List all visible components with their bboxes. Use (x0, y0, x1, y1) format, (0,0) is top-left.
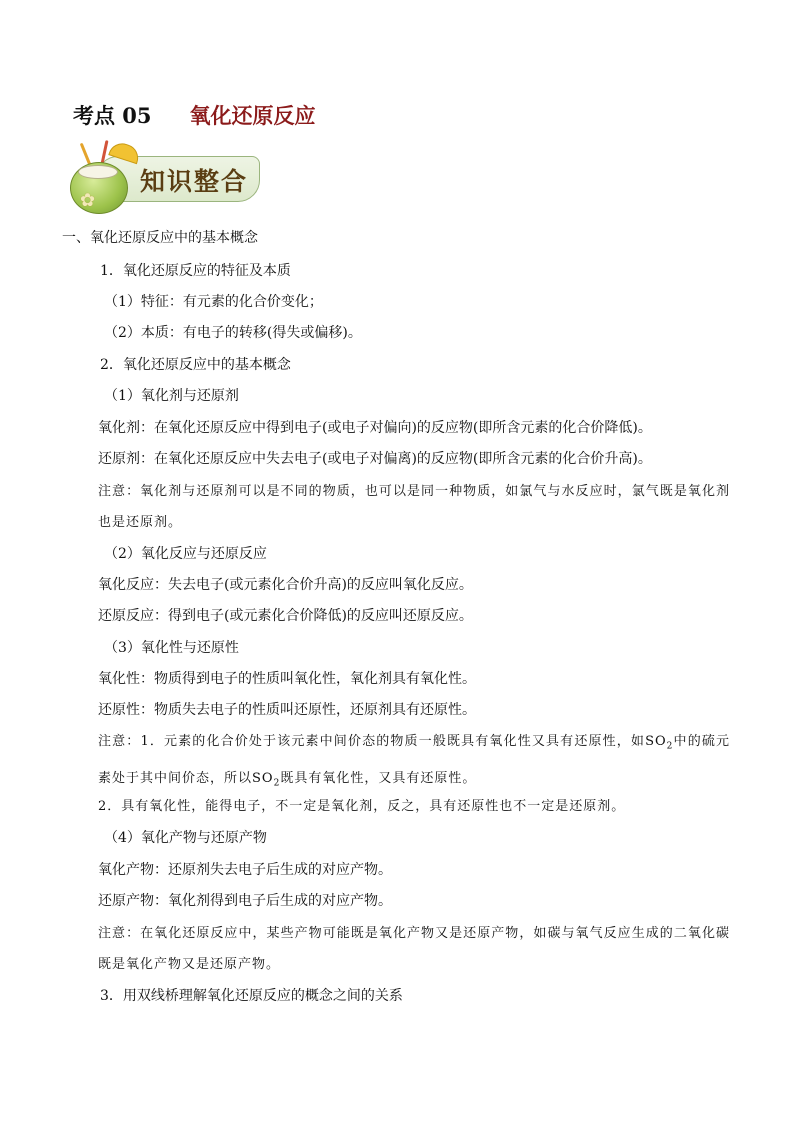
topic-title: 氧化还原反应 (189, 103, 316, 128)
paragraph: 氧化反应：失去电子(或元素化合价升高)的反应叫氧化反应。 (98, 577, 473, 593)
paragraph: 还原性：物质失去电子的性质叫还原性，还原剂具有还原性。 (98, 702, 476, 718)
paragraph: （4）氧化产物与还原产物 (104, 830, 267, 846)
flower-icon: ✿ (80, 190, 96, 211)
paragraph: （2）氧化反应与还原反应 (104, 546, 267, 562)
subheading: 2．氧化还原反应中的基本概念 (100, 357, 291, 373)
page-title (73, 100, 316, 130)
knowledge-banner (62, 140, 262, 216)
paragraph: 还原产物：氧化剂得到电子后生成的对应产物。 (98, 893, 392, 909)
note-paragraph: 注意：氧化剂与还原剂可以是不同的物质，也可以是同一种物质，如氯气与水反应时，氯气既是氧化剂也是还原剂。 (98, 484, 730, 530)
paragraph: （1）特征：有元素的化合价变化； (104, 294, 323, 310)
paragraph: 还原反应：得到电子(或元素化合价降低)的反应叫还原反应。 (98, 608, 473, 624)
paragraph: 还原剂：在氧化还原反应中失去电子(或电子对偏离)的反应物(即所含元素的化合价升高)。 (98, 451, 652, 467)
coconut-top (78, 165, 118, 179)
note-paragraph: 注意：在氧化还原反应中，某些产物可能既是氧化产物又是还原产物，如碳与氧气反应生成的二氧化碳既是氧化产物又是还原产物。 (98, 926, 730, 972)
subheading: 3．用双线桥理解氧化还原反应的概念之间的关系 (100, 988, 403, 1004)
subheading: 1．氧化还原反应的特征及本质 (100, 263, 291, 279)
paragraph: （1）氧化剂与还原剂 (104, 388, 239, 404)
banner-label: 知识整合 (140, 167, 249, 196)
section-heading: 一、氧化还原反应中的基本概念 (62, 230, 258, 246)
paragraph: 氧化产物：还原剂失去电子后生成的对应产物。 (98, 862, 392, 878)
note-text: 中的硫元素处于其中间价态，所以 (98, 734, 730, 786)
paragraph: （3）氧化性与还原性 (104, 640, 239, 656)
note-paragraph (98, 726, 730, 799)
topic-number: 考点 05 (73, 103, 152, 128)
note-text: 注意：1．元素的化合价处于该元素中间价态的物质一般既具有氧化性又具有还原性，如 (98, 734, 646, 749)
note-text: 既具有氧化性，又具有还原性。 (280, 770, 477, 786)
chem-formula: $SO_2$ (252, 770, 281, 789)
paragraph: 氧化性：物质得到电子的性质叫氧化性，氧化剂具有氧化性。 (98, 671, 476, 687)
paragraph: （2）本质：有电子的转移(得失或偏移)。 (104, 325, 362, 341)
paragraph: 氧化剂：在氧化还原反应中得到电子(或电子对偏向)的反应物(即所含元素的化合价降低)。 (98, 420, 652, 436)
note-paragraph: 2．具有氧化性，能得电子，不一定是氧化剂，反之，具有还原性也不一定是还原剂。 (98, 799, 626, 814)
chem-formula: $SO_2$ (645, 734, 674, 752)
